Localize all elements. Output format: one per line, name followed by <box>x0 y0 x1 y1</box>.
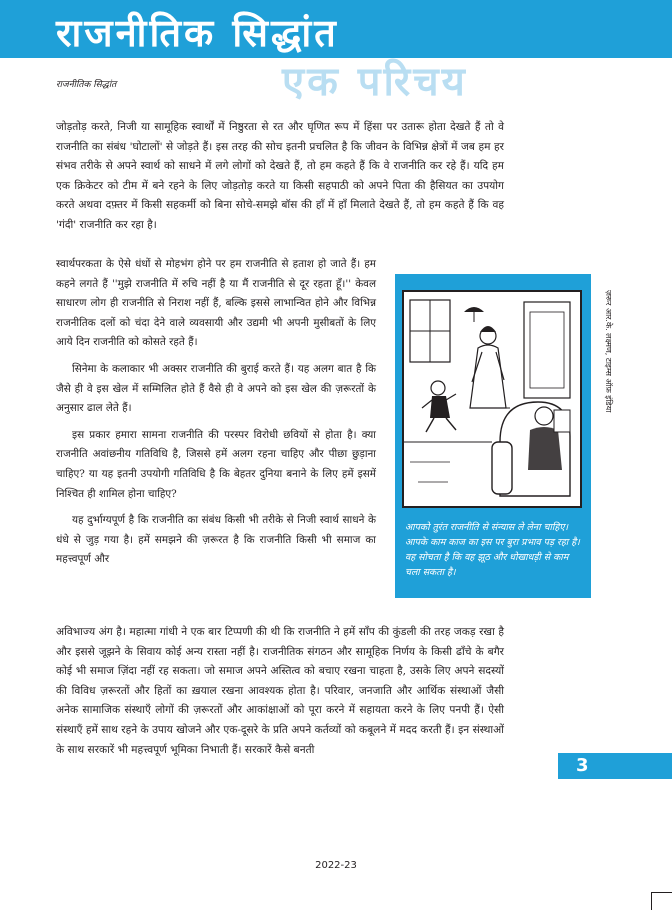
crop-mark <box>651 892 672 893</box>
column-paragraph-1: स्वार्थपरकता के ऐसे धंधों से मोहभंग होने पर हम राजनीति से हताश हो जाते हैं। हम कहने लगते हैं ''मुझे राजनीति में रुचि नहीं है या मैं राजनीति से दूर रहता हूँ।'' केवल साधारण लोग ही राजनीति से निराश नहीं हैं, बल्कि इससे लाभान्वित होने और विभिन्न राजनीतिक दलों को चंदा देने वाले व्यवसायी और उद्यमी भी अपनी मुसीबतों के लिए आये दिन राजनीति को कोसते रहते हैं। <box>56 258 376 349</box>
paragraph-text: जोड़तोड़ करते, निजी या सामूहिक स्वार्थों में निष्ठुरता से रत और घृणित रूप में हिंसा पर उतारू होता देखते हैं तो वे राजनीति का संबंध 'घोटालों' से जोड़ते हैं। इस तरह की सोच इतनी प्रचलित है कि जीवन के विभिन्न क्षेत्रों में जब हम हर संभव तरीके से अपने स्वार्थ को साधने में लगे लोगों को देखते हैं, तो हम कहते हैं कि वे राजनीति कर रहे हैं। यदि हम एक क्रिकेटर को टीम में बने रहने के लिए जोड़तोड़ करते या किसी सहपाठी को अपने पिता की हैसियत का उपयोग करते अथवा दफ़्तर में किसी सहकर्मी को बिना सोचे-समझे बॉस की हाँ में हाँ मिलाते देखते हैं, तो हम कहते हैं कि वह 'गंदी' राजनीति कर रहा है। <box>56 121 504 231</box>
cartoon-image <box>402 290 582 508</box>
paragraph-text: अविभाज्य अंग है। महात्मा गांधी ने एक बार टिप्पणी की थी कि राजनीति ने हमें साँप की कुंडली की तरह जकड़ रखा है और इससे जूझने के सिवाय कोई अन्य रास्ता नहीं है। राजनीतिक संगठन और सामूहिक निर्णय के किसी ढाँचे के बगैर कोई भी समाज ज़िंदा नहीं रह सकता। जो समाज अपने अस्तित्व को बचाए रखना चाहता है, उसके लिए अपने सदस्यों की विविध ज़रूरतों और हितों का ख़याल रखना आवश्यक होता है। परिवार, जनजाति और आर्थिक संस्थाओं जैसी अनेक सामाजिक संस्थाएँ लोगों की ज़रूरतों और आकांक्षाओं को पूरा करने में सहायता करने के लिए पनपी हैं। ऐसी संस्थाएँ हमें साथ रहने के उपाय खोजने और एक-दूसरे के प्रति अपने कर्तव्यों को कबूलने में मदद करती हैं। इन संस्थाओं के साथ सरकारें भी महत्त्वपूर्ण भूमिका निभाती हैं। सरकारें कैसे बनती <box>56 626 504 756</box>
crop-mark <box>651 892 652 910</box>
cartoon-figure <box>395 274 591 598</box>
running-head: राजनीतिक सिद्धांत <box>56 80 117 90</box>
chapter-subtitle: एक परिचय <box>282 59 468 105</box>
page-number-tab <box>552 753 672 779</box>
cartoon-credit: ज़रूर आर.के. लक्ष्मण, टाइम्स ऑफ़ इंडिया <box>604 290 613 413</box>
column-paragraph-4: यह दुर्भाग्यपूर्ण है कि राजनीति का संबंध किसी भी तरीके से निजी स्वार्थ साधने के धंधे से जुड़ गया है। हमें समझने की ज़रूरत है कि राजनीति किसी भी समाज का महत्त्वपूर्ण और <box>56 514 376 566</box>
chapter-title: राजनीतिक सिद्धांत <box>56 11 339 55</box>
cartoon-illustration <box>404 292 580 506</box>
column-paragraph-2: सिनेमा के कलाकार भी अक्सर राजनीति की बुराई करते हैं। यह अलग बात है कि जैसे ही वे इस खेल में सम्मिलित होते हैं वैसे ही वे अपने को इस खेल की ज़रूरतों के अनुसार ढाल लेते हैं। <box>56 362 376 415</box>
edition-year: 2022-23 <box>315 860 357 871</box>
page-number: 3 <box>576 755 589 776</box>
page-tab-divider <box>552 753 558 779</box>
body-column <box>56 255 376 570</box>
body-paragraph-1 <box>56 118 504 236</box>
cartoon-caption: आपको तुरंत राजनीति से संन्यास ले लेना चाहिए। आपके काम काज का इस पर बुरा प्रभाव पड़ रहा है। वह सोचता है कि वह झूठ और धोखाधड़ी से काम चला सकता है। <box>405 522 580 578</box>
column-paragraph-3: इस प्रकार हमारा सामना राजनीति की परस्पर विरोधी छवियों से होता है। क्या राजनीति अवांछनीय गतिविधि है, जिससे हमें अलग रहना चाहिए और पीछा छुड़ाना चाहिए? या यह इतनी उपयोगी गतिविधि है कि बेहतर दुनिया बनाने के लिए हमें इसमें निश्चित ही शामिल होना चाहिए? <box>56 428 376 500</box>
chapter-banner <box>0 0 672 58</box>
body-paragraph-bottom <box>56 623 504 760</box>
